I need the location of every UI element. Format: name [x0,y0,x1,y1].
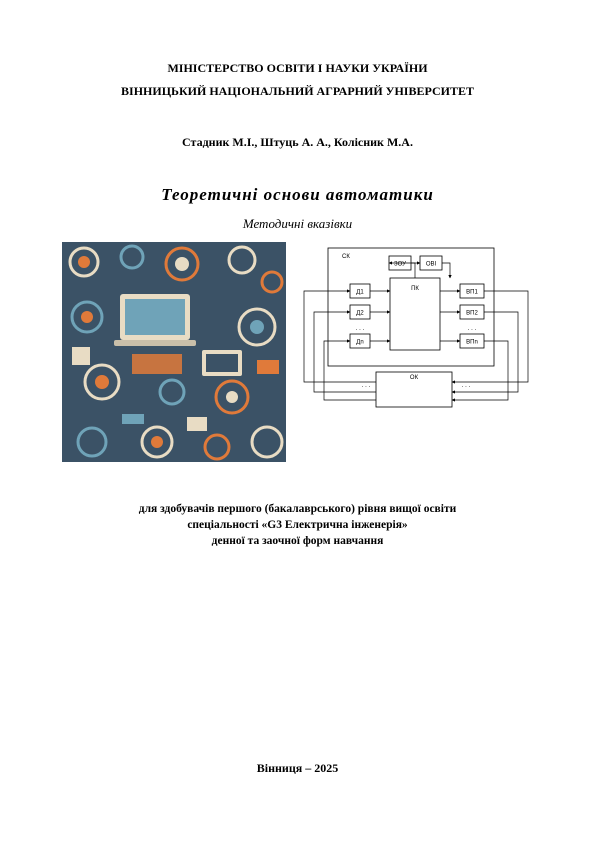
ok-left-ellipsis: . . . [361,383,371,389]
sensor-ellipsis: . . . [355,326,365,332]
pk-label: ПК [411,286,419,292]
cover-illustration [62,242,286,462]
document-title: Теоретичні основи автоматики [161,185,434,204]
university-name: ВІННИЦЬКИЙ НАЦІОНАЛЬНИЙ АГРАРНИЙ УНІВЕРСИТЕТ [121,84,474,98]
audience-description [0,501,595,549]
sensor-label-n: Дn [356,339,364,346]
ministry-name: МІНІСТЕРСТВО ОСВІТИ І НАУКИ УКРАЇНИ [167,61,428,75]
control-system-diagram [300,242,536,412]
actuator-label-2: ВП2 [466,310,478,317]
ok-label: ОК [409,375,419,381]
sensor-label-1: Д1 [356,289,364,296]
technology-collage-image [62,242,286,462]
ministry-header [0,57,595,103]
sensor-label-2: Д2 [356,310,364,317]
audience-line-3: денної та заочної форм навчання [211,535,384,547]
actuator-label-1: ВП1 [466,289,478,296]
city-year: Вінниця – 2025 [256,761,339,775]
audience-line-1: для здобувачів першого (бакалаврського) рівня вищої освіти [138,503,457,515]
sk-label: СК [342,254,350,260]
ovi-label: ОВІ [425,261,437,268]
actuator-label-n: ВПn [466,339,478,346]
actuator-ellipsis: . . . [467,326,477,332]
zou-label: ЗОУ [394,261,406,268]
authors: Стадник М.І., Штуць А. А., Колісник М.А. [182,135,413,149]
ok-right-ellipsis: . . . [461,383,471,389]
audience-line-2: спеціальності «G3 Електрична інженерія» [187,519,408,531]
document-subtitle: Методичні вказівки [242,216,353,231]
